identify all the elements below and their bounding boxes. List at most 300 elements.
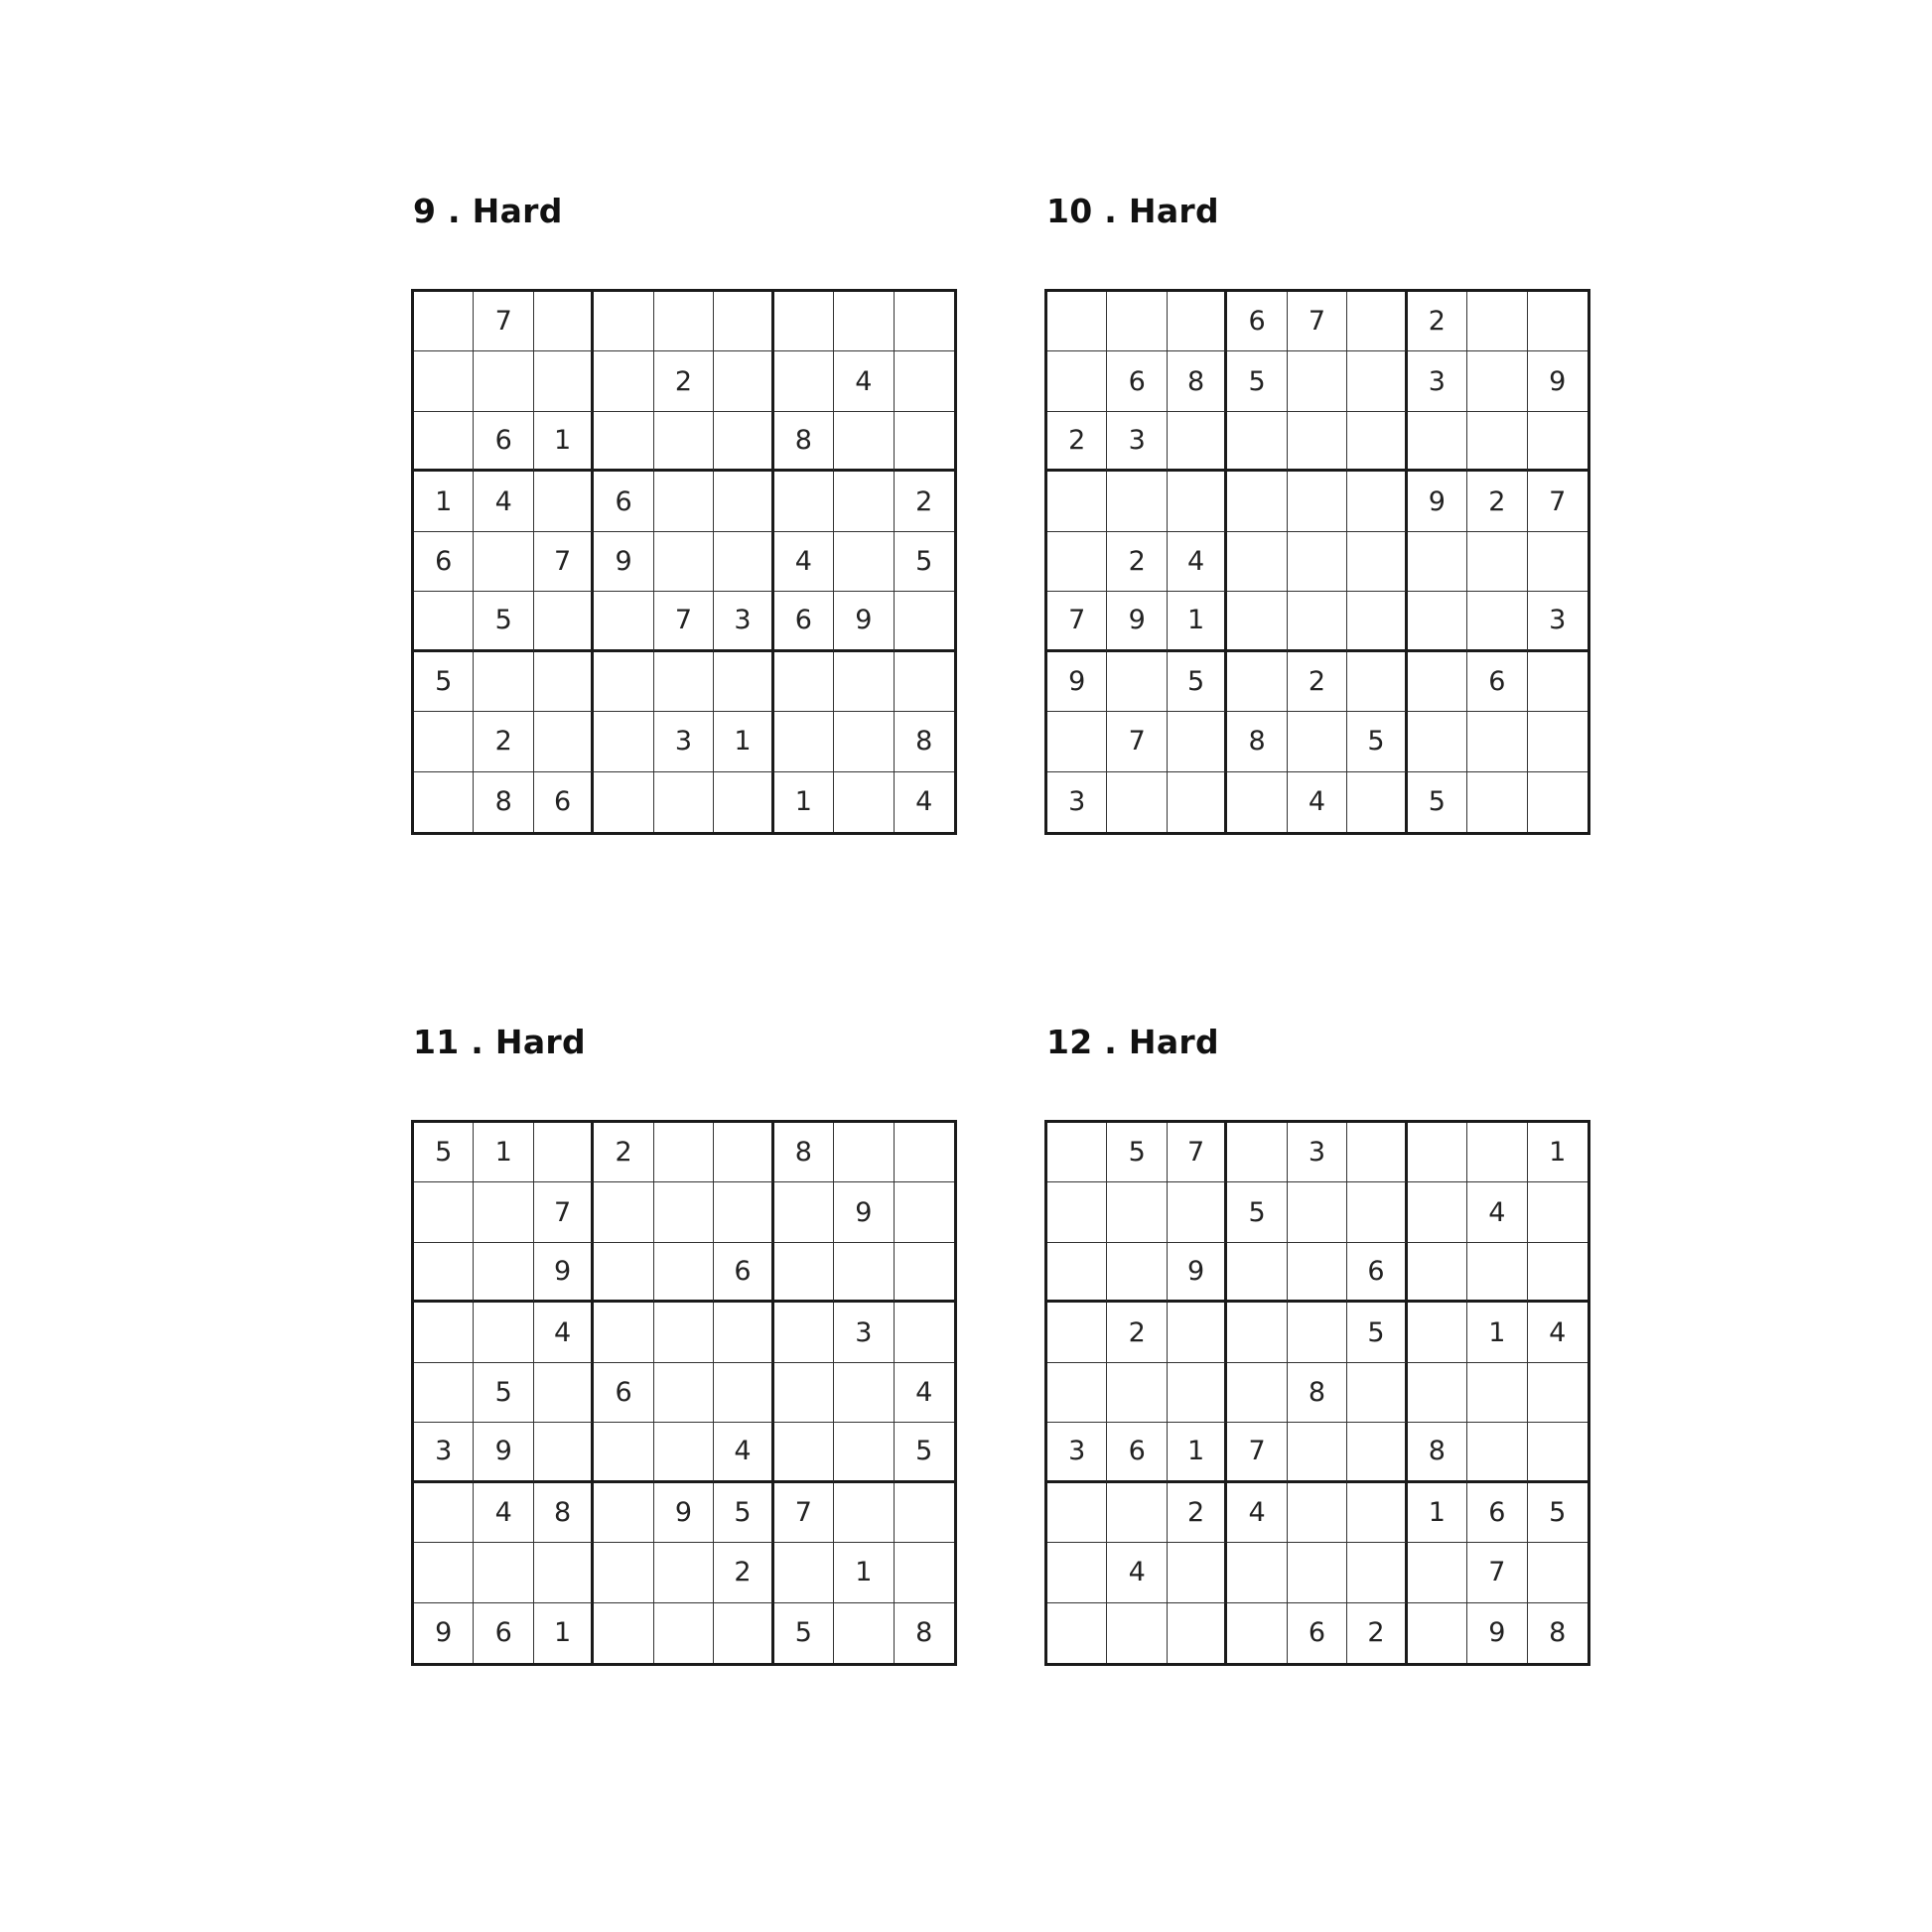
sudoku-cell: 2 [1107, 1303, 1167, 1362]
sudoku-cell [1227, 1303, 1287, 1362]
sudoku-cell: 9 [594, 532, 653, 592]
sudoku-cell [1168, 712, 1227, 771]
sudoku-cell [1227, 1243, 1287, 1303]
sudoku-cell [654, 1543, 714, 1602]
sudoku-cell: 4 [474, 472, 533, 531]
sudoku-cell: 7 [1227, 1423, 1287, 1482]
sudoku-cell: 4 [1528, 1303, 1587, 1362]
sudoku-cell: 9 [1467, 1603, 1527, 1663]
sudoku-cell [1467, 1423, 1527, 1482]
sudoku-cell [1227, 472, 1287, 531]
sudoku-cell [1467, 292, 1527, 351]
sudoku-cell [414, 1363, 474, 1423]
sudoku-cell [414, 592, 474, 651]
sudoku-cell [1288, 592, 1347, 651]
sudoku-cell: 9 [1408, 472, 1467, 531]
sudoku-grid [1044, 289, 1590, 835]
sudoku-cell [1168, 412, 1227, 472]
sudoku-cell: 1 [1467, 1303, 1527, 1362]
sudoku-cell [534, 1123, 594, 1182]
sudoku-cell [594, 1603, 653, 1663]
sudoku-cell: 2 [895, 472, 954, 531]
sudoku-cell: 1 [414, 472, 474, 531]
sudoku-cell [1408, 712, 1467, 771]
sudoku-cell: 4 [714, 1423, 773, 1482]
sudoku-cell: 8 [1288, 1363, 1347, 1423]
sudoku-grid [411, 289, 957, 835]
sudoku-cell [1467, 592, 1527, 651]
sudoku-cell: 2 [654, 351, 714, 411]
sudoku-cell: 5 [1227, 351, 1287, 411]
sudoku-cell: 6 [1347, 1243, 1407, 1303]
sudoku-cell [834, 1363, 894, 1423]
sudoku-cell: 6 [774, 592, 834, 651]
sudoku-cell [714, 1123, 773, 1182]
sudoku-cell [534, 1363, 594, 1423]
sudoku-cell: 9 [1168, 1243, 1227, 1303]
sudoku-cell [1347, 772, 1407, 832]
sudoku-cell [654, 1243, 714, 1303]
sudoku-cell [714, 1603, 773, 1663]
sudoku-cell: 7 [534, 532, 594, 592]
sudoku-cell: 3 [414, 1423, 474, 1482]
sudoku-cell [1347, 1483, 1407, 1543]
sudoku-grid [411, 1120, 957, 1666]
sudoku-cell: 6 [534, 772, 594, 832]
sudoku-cell [1107, 1182, 1167, 1242]
sudoku-cell [834, 772, 894, 832]
sudoku-cell: 4 [1168, 532, 1227, 592]
sudoku-cell [654, 472, 714, 531]
sudoku-cell [714, 1182, 773, 1242]
sudoku-cell [474, 652, 533, 712]
sudoku-cell [834, 1483, 894, 1543]
sudoku-cell: 8 [774, 412, 834, 472]
sudoku-cell [1168, 772, 1227, 832]
sudoku-cell [774, 472, 834, 531]
sudoku-cell [474, 1303, 533, 1362]
sudoku-cell [414, 412, 474, 472]
sudoku-cell [774, 1423, 834, 1482]
sudoku-cell [1408, 592, 1467, 651]
sudoku-cell [1288, 472, 1347, 531]
sudoku-cell: 2 [1288, 652, 1347, 712]
sudoku-cell [834, 1123, 894, 1182]
sudoku-cell [895, 592, 954, 651]
sudoku-cell [714, 1303, 773, 1362]
sudoku-cell: 7 [1288, 292, 1347, 351]
sudoku-cell: 7 [1467, 1543, 1527, 1602]
sudoku-cell [1227, 1123, 1287, 1182]
sudoku-cell [1047, 1182, 1107, 1242]
sudoku-cell [414, 712, 474, 771]
sudoku-cell [1288, 1303, 1347, 1362]
sudoku-cell [654, 772, 714, 832]
sudoku-cell: 5 [714, 1483, 773, 1543]
sudoku-cell: 5 [414, 652, 474, 712]
sudoku-cell [1047, 532, 1107, 592]
sudoku-cell [1047, 1243, 1107, 1303]
sudoku-cell: 5 [1528, 1483, 1587, 1543]
sudoku-cell: 9 [834, 1182, 894, 1242]
sudoku-cell [1347, 652, 1407, 712]
sudoku-cell [1047, 1363, 1107, 1423]
sudoku-cell [834, 1423, 894, 1482]
sudoku-cell: 5 [774, 1603, 834, 1663]
sudoku-cell [654, 1123, 714, 1182]
sudoku-cell: 8 [474, 772, 533, 832]
sudoku-cell [534, 1423, 594, 1482]
sudoku-cell [895, 292, 954, 351]
sudoku-cell: 3 [1408, 351, 1467, 411]
sudoku-cell [1107, 1483, 1167, 1543]
sudoku-cell: 4 [1467, 1182, 1527, 1242]
sudoku-cell: 8 [915, 1617, 933, 1649]
sudoku-cell [1168, 1543, 1227, 1602]
sudoku-cell [1347, 1182, 1407, 1242]
sudoku-cell [1467, 412, 1527, 472]
sudoku-cell [1047, 472, 1107, 531]
sudoku-cell [1047, 292, 1107, 351]
sudoku-cell: 2 [1467, 472, 1527, 531]
sudoku-cell [1467, 1243, 1527, 1303]
sudoku-cell [1408, 532, 1467, 592]
sudoku-cell: 2 [474, 712, 533, 771]
sudoku-cell [1168, 292, 1227, 351]
sudoku-cell: 3 [1047, 772, 1107, 832]
sudoku-cell: 6 [1107, 351, 1167, 411]
sudoku-cell: 5 [1408, 772, 1467, 832]
sudoku-cell: 8 [1549, 1617, 1567, 1649]
sudoku-cell: 7 [534, 1182, 594, 1242]
sudoku-cell [1408, 1243, 1467, 1303]
sudoku-cell: 5 [1168, 652, 1227, 712]
sudoku-cell [1408, 1123, 1467, 1182]
sudoku-cell: 1 [534, 412, 594, 472]
sudoku-cell [1227, 652, 1287, 712]
puzzle-title: 9 . Hard [413, 192, 563, 230]
sudoku-cell [834, 652, 894, 712]
sudoku-cell [1227, 1603, 1287, 1663]
sudoku-cell [474, 1243, 533, 1303]
sudoku-cell [1107, 1243, 1167, 1303]
sudoku-cell: 1 [474, 1123, 533, 1182]
sudoku-cell: 9 [1107, 592, 1167, 651]
sudoku-cell [534, 472, 594, 531]
sudoku-cell [1467, 351, 1527, 411]
sudoku-cell: 3 [834, 1303, 894, 1362]
sudoku-cell [654, 412, 714, 472]
sudoku-cell [594, 772, 653, 832]
sudoku-cell [834, 1243, 894, 1303]
sudoku-cell: 8 [1168, 351, 1227, 411]
sudoku-cell: 6 [594, 1363, 653, 1423]
sudoku-cell [834, 532, 894, 592]
sudoku-cell [714, 292, 773, 351]
sudoku-cell [1408, 652, 1467, 712]
sudoku-cell [895, 1182, 954, 1242]
sudoku-cell [1288, 712, 1347, 771]
sudoku-cell [895, 1483, 954, 1543]
sudoku-cell [834, 712, 894, 771]
sudoku-cell: 4 [1107, 1543, 1167, 1602]
sudoku-cell [1347, 351, 1407, 411]
sudoku-cell [534, 652, 594, 712]
sudoku-cell [1467, 532, 1527, 592]
sudoku-cell [654, 1182, 714, 1242]
sudoku-cell [1347, 532, 1407, 592]
sudoku-cell [1168, 1603, 1227, 1663]
sudoku-grid [1044, 1120, 1590, 1666]
sudoku-cell: 3 [714, 592, 773, 651]
sudoku-cell [1288, 1182, 1347, 1242]
sudoku-cell: 4 [915, 786, 933, 818]
sudoku-cell [1528, 412, 1587, 472]
sudoku-cell [594, 1243, 653, 1303]
sudoku-cell: 6 [1467, 652, 1527, 712]
sudoku-cell: 2 [594, 1123, 653, 1182]
sudoku-cell [1227, 1363, 1287, 1423]
sudoku-cell: 1 [714, 712, 773, 771]
puzzle-title: 10 . Hard [1046, 192, 1219, 230]
sudoku-cell [414, 1543, 474, 1602]
sudoku-cell [895, 1543, 954, 1602]
sudoku-cell [594, 1543, 653, 1602]
sudoku-cell [1528, 1543, 1587, 1602]
sudoku-cell: 2 [1408, 292, 1467, 351]
puzzle-title: 11 . Hard [413, 1023, 586, 1061]
sudoku-cell [594, 412, 653, 472]
sudoku-cell [714, 412, 773, 472]
sudoku-cell [1107, 292, 1167, 351]
sudoku-cell [895, 652, 954, 712]
sudoku-cell: 1 [774, 772, 834, 832]
sudoku-cell [774, 1303, 834, 1362]
sudoku-cell: 9 [1528, 351, 1587, 411]
sudoku-cell [594, 1483, 653, 1543]
sudoku-cell: 4 [834, 351, 894, 411]
sudoku-cell: 2 [1168, 1483, 1227, 1543]
sudoku-cell [1528, 1423, 1587, 1482]
sudoku-cell: 1 [1168, 1423, 1227, 1482]
sudoku-cell: 1 [534, 1603, 594, 1663]
sudoku-cell [834, 412, 894, 472]
sudoku-cell [1467, 772, 1527, 832]
sudoku-cell [1168, 1303, 1227, 1362]
sudoku-cell: 6 [594, 472, 653, 531]
sudoku-cell: 3 [1047, 1423, 1107, 1482]
sudoku-cell: 4 [895, 1363, 954, 1423]
sudoku-cell [654, 652, 714, 712]
sudoku-cell: 4 [534, 1303, 594, 1362]
sudoku-cell [594, 652, 653, 712]
sudoku-cell: 5 [895, 532, 954, 592]
sudoku-cell: 6 [474, 1603, 533, 1663]
sudoku-cell [1528, 532, 1587, 592]
sudoku-cell [534, 351, 594, 411]
sudoku-cell [1408, 1182, 1467, 1242]
sudoku-cell [834, 472, 894, 531]
sudoku-cell: 3 [1528, 592, 1587, 651]
sudoku-cell: 9 [534, 1243, 594, 1303]
sudoku-cell: 1 [1528, 1123, 1587, 1182]
sudoku-cell [594, 1303, 653, 1362]
sudoku-cell [654, 1603, 714, 1663]
sudoku-cell [1288, 1483, 1347, 1543]
sudoku-cell [714, 472, 773, 531]
sudoku-cell [414, 1243, 474, 1303]
sudoku-cell [714, 1363, 773, 1423]
sudoku-cell: 7 [1047, 592, 1107, 651]
sudoku-cell [414, 351, 474, 411]
sudoku-cell: 5 [474, 1363, 533, 1423]
sudoku-cell [714, 351, 773, 411]
sudoku-cell [1107, 652, 1167, 712]
sudoku-cell [474, 1182, 533, 1242]
sudoku-cell: 4 [1227, 1483, 1287, 1543]
sudoku-cell: 7 [1168, 1123, 1227, 1182]
sudoku-cell [774, 1363, 834, 1423]
sudoku-cell: 8 [1227, 712, 1287, 771]
sudoku-cell: 8 [774, 1123, 834, 1182]
sudoku-cell [1047, 1483, 1107, 1543]
sudoku-cell: 6 [414, 532, 474, 592]
sudoku-cell [774, 1243, 834, 1303]
sudoku-cell [654, 1303, 714, 1362]
sudoku-cell [1347, 1423, 1407, 1482]
sudoku-cell: 7 [654, 592, 714, 651]
sudoku-cell [1408, 1363, 1467, 1423]
sudoku-cell [1408, 1303, 1467, 1362]
sudoku-cell [1528, 1182, 1587, 1242]
sudoku-cell: 2 [1107, 532, 1167, 592]
sudoku-cell: 8 [534, 1483, 594, 1543]
sudoku-cell [774, 712, 834, 771]
sudoku-cell [1227, 412, 1287, 472]
sudoku-cell: 8 [1408, 1423, 1467, 1482]
sudoku-cell [895, 351, 954, 411]
sudoku-cell [1168, 1363, 1227, 1423]
sudoku-cell: 5 [1347, 712, 1407, 771]
sudoku-cell [1347, 292, 1407, 351]
sudoku-cell: 1 [1168, 592, 1227, 651]
sudoku-cell [654, 532, 714, 592]
sudoku-cell [1528, 652, 1587, 712]
sudoku-cell: 6 [1288, 1603, 1347, 1663]
sudoku-cell: 6 [1107, 1423, 1167, 1482]
sudoku-cell [774, 652, 834, 712]
sudoku-cell [1347, 1543, 1407, 1602]
sudoku-cell [1288, 1423, 1347, 1482]
sudoku-cell: 5 [1107, 1123, 1167, 1182]
sudoku-cell [774, 1543, 834, 1602]
sudoku-cell: 5 [474, 592, 533, 651]
sudoku-cell: 2 [714, 1543, 773, 1602]
sudoku-cell [1107, 1363, 1167, 1423]
sudoku-cell [834, 292, 894, 351]
sudoku-cell [654, 1363, 714, 1423]
sudoku-cell [474, 532, 533, 592]
sudoku-cell [1528, 712, 1587, 771]
sudoku-cell: 4 [774, 532, 834, 592]
sudoku-cell: 7 [474, 292, 533, 351]
sudoku-cell [1168, 1182, 1227, 1242]
sudoku-cell [834, 1603, 894, 1663]
sudoku-cell: 1 [1408, 1483, 1467, 1543]
sudoku-cell [895, 1243, 954, 1303]
sudoku-cell: 1 [834, 1543, 894, 1602]
sudoku-cell [895, 1123, 954, 1182]
sudoku-cell [714, 532, 773, 592]
sudoku-cell [414, 1483, 474, 1543]
sudoku-cell [1047, 1303, 1107, 1362]
sudoku-cell: 9 [654, 1483, 714, 1543]
sudoku-cell [895, 412, 954, 472]
sudoku-cell [1347, 1123, 1407, 1182]
sudoku-cell [1467, 712, 1527, 771]
sudoku-cell [1347, 592, 1407, 651]
sudoku-cell [594, 712, 653, 771]
sudoku-cell [474, 1543, 533, 1602]
sudoku-cell [1467, 1123, 1527, 1182]
sudoku-cell: 9 [834, 592, 894, 651]
sudoku-cell [414, 1303, 474, 1362]
sudoku-cell: 6 [474, 412, 533, 472]
sudoku-cell [1528, 1243, 1587, 1303]
sudoku-cell [1107, 472, 1167, 531]
sudoku-cell [414, 772, 474, 832]
sudoku-cell [594, 351, 653, 411]
sudoku-cell: 6 [714, 1243, 773, 1303]
sudoku-cell [1227, 592, 1287, 651]
sudoku-cell [1047, 1543, 1107, 1602]
sudoku-cell: 4 [474, 1483, 533, 1543]
sudoku-cell: 3 [1288, 1123, 1347, 1182]
sudoku-cell [1347, 412, 1407, 472]
sudoku-cell: 7 [1528, 472, 1587, 531]
sudoku-cell: 2 [1347, 1603, 1407, 1663]
sudoku-cell: 2 [1047, 412, 1107, 472]
sudoku-cell [1047, 712, 1107, 771]
sudoku-cell: 5 [1227, 1182, 1287, 1242]
sudoku-cell [1347, 472, 1407, 531]
sudoku-cell [534, 712, 594, 771]
sudoku-cell [594, 1423, 653, 1482]
sudoku-cell [1047, 351, 1107, 411]
sudoku-cell: 9 [414, 1603, 474, 1663]
sudoku-cell: 7 [774, 1483, 834, 1543]
sudoku-cell [1408, 1543, 1467, 1602]
sudoku-cell [774, 1182, 834, 1242]
sudoku-cell [714, 652, 773, 712]
sudoku-cell [1288, 412, 1347, 472]
sudoku-cell: 9 [1047, 652, 1107, 712]
sudoku-cell [1227, 772, 1287, 832]
sudoku-cell: 5 [414, 1123, 474, 1182]
sudoku-cell [1288, 1243, 1347, 1303]
sudoku-cell: 5 [895, 1423, 954, 1482]
sudoku-cell [1107, 1603, 1167, 1663]
sudoku-cell [895, 1303, 954, 1362]
sudoku-cell [474, 351, 533, 411]
sudoku-cell: 3 [654, 712, 714, 771]
sudoku-cell [1288, 351, 1347, 411]
sudoku-cell [1528, 772, 1587, 832]
sudoku-cell [1227, 532, 1287, 592]
sudoku-cell [414, 292, 474, 351]
sudoku-cell [534, 292, 594, 351]
sudoku-cell [1347, 1363, 1407, 1423]
